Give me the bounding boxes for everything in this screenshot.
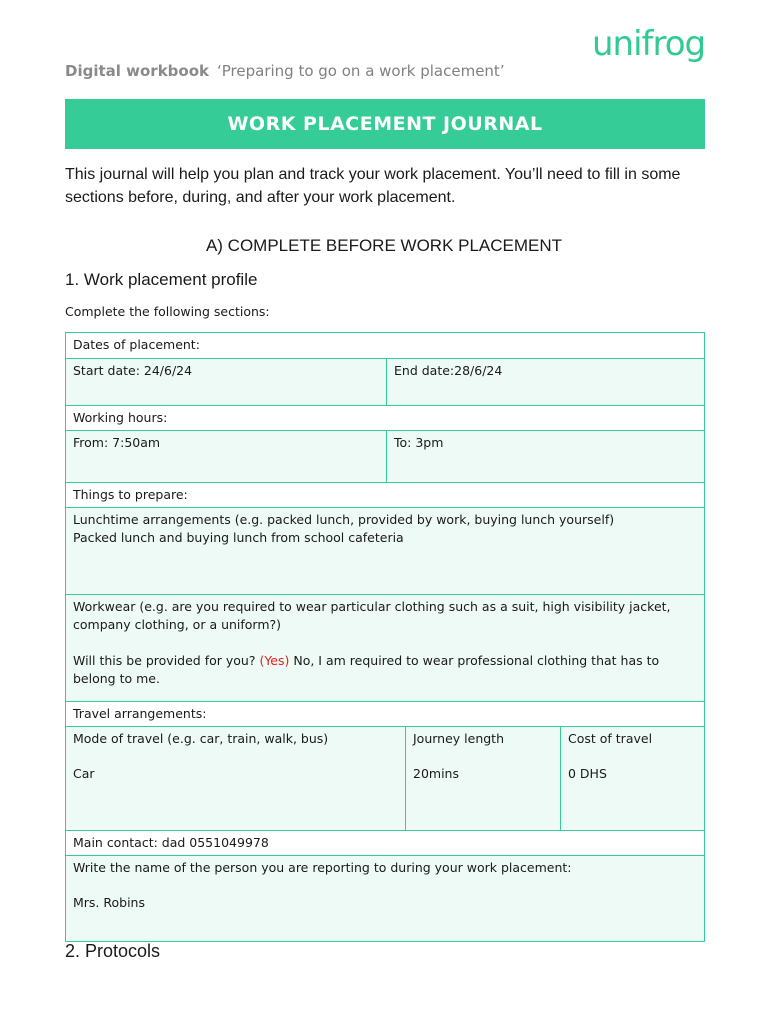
intro-text: This journal will help you plan and track your work placement. You’ll need to fill in some sections before, during, and after your work placement.: [65, 166, 681, 206]
travel-row: [66, 726, 704, 830]
journal-banner: WORK PLACEMENT JOURNAL: [65, 99, 705, 149]
cost-of-travel-field[interactable]: [560, 727, 704, 830]
from-time-field[interactable]: From: 7:50am: [66, 431, 386, 482]
lunch-prompt: Lunchtime arrangements (e.g. packed lunch, provided by work, buying lunch yourself): [73, 512, 615, 527]
profile-heading: 1. Work placement profile: [65, 270, 258, 289]
dates-label: Dates of placement:: [66, 333, 704, 358]
hours-header-row: [66, 405, 704, 430]
lunch-row: [66, 507, 704, 594]
workwear-answer-line: [73, 652, 697, 688]
prepare-label: Things to prepare:: [66, 483, 704, 507]
person-value: Mrs. Robins: [73, 895, 145, 910]
end-date-field[interactable]: End date:28/6/24: [386, 359, 704, 405]
hours-label: Working hours:: [66, 406, 704, 430]
to-time-field[interactable]: To: 3pm: [386, 431, 704, 482]
placement-profile-table: [65, 332, 705, 942]
hours-row: [66, 430, 704, 482]
person-prompt: Write the name of the person you are reporting to during your work placement:: [73, 860, 572, 875]
journey-label: Journey length: [413, 731, 505, 746]
main-contact[interactable]: Main contact: dad 0551049978: [66, 831, 704, 855]
section-a-heading: A) COMPLETE BEFORE WORK PLACEMENT: [205, 236, 563, 255]
cost-value: 0 DHS: [568, 766, 607, 781]
unifrog-logo: unifrog: [592, 24, 706, 64]
workwear-answer: No, I am required to wear professional clothing that has to belong to me.: [73, 653, 660, 686]
instruction-text: Complete the following sections:: [65, 304, 270, 319]
dates-row: [66, 358, 704, 405]
workwear-prompt: Workwear (e.g. are you required to wear particular clothing such as a suit, high visibility jacket, company clothing, or a uniform?): [73, 599, 671, 632]
lunch-field[interactable]: [66, 508, 704, 594]
prepare-header-row: [66, 482, 704, 507]
workwear-field[interactable]: [66, 595, 704, 701]
protocols-heading: 2. Protocols: [65, 941, 161, 961]
workwear-question: Will this be provided for you?: [73, 653, 260, 668]
workbook-subtitle: [65, 62, 505, 80]
person-row: [66, 855, 704, 941]
mode-of-travel-field[interactable]: [66, 727, 405, 830]
mode-value: Car: [73, 766, 95, 781]
workbook-label: Digital workbook: [65, 62, 209, 80]
travel-header-row: [66, 701, 704, 726]
cost-label: Cost of travel: [568, 731, 653, 746]
contact-row: [66, 830, 704, 855]
journey-value: 20mins: [413, 766, 459, 781]
journey-length-field[interactable]: [405, 727, 560, 830]
workwear-row: [66, 594, 704, 701]
workbook-title: ‘Preparing to go on a work placement’: [217, 62, 505, 80]
start-date-field[interactable]: Start date: 24/6/24: [66, 359, 386, 405]
mode-label: Mode of travel (e.g. car, train, walk, bus): [73, 731, 329, 746]
dates-header-row: [66, 333, 704, 358]
travel-label: Travel arrangements:: [66, 702, 704, 726]
reporting-person-field[interactable]: [66, 856, 704, 941]
workwear-yes: (Yes): [259, 653, 290, 668]
lunch-answer: Packed lunch and buying lunch from school cafeteria: [73, 530, 404, 545]
